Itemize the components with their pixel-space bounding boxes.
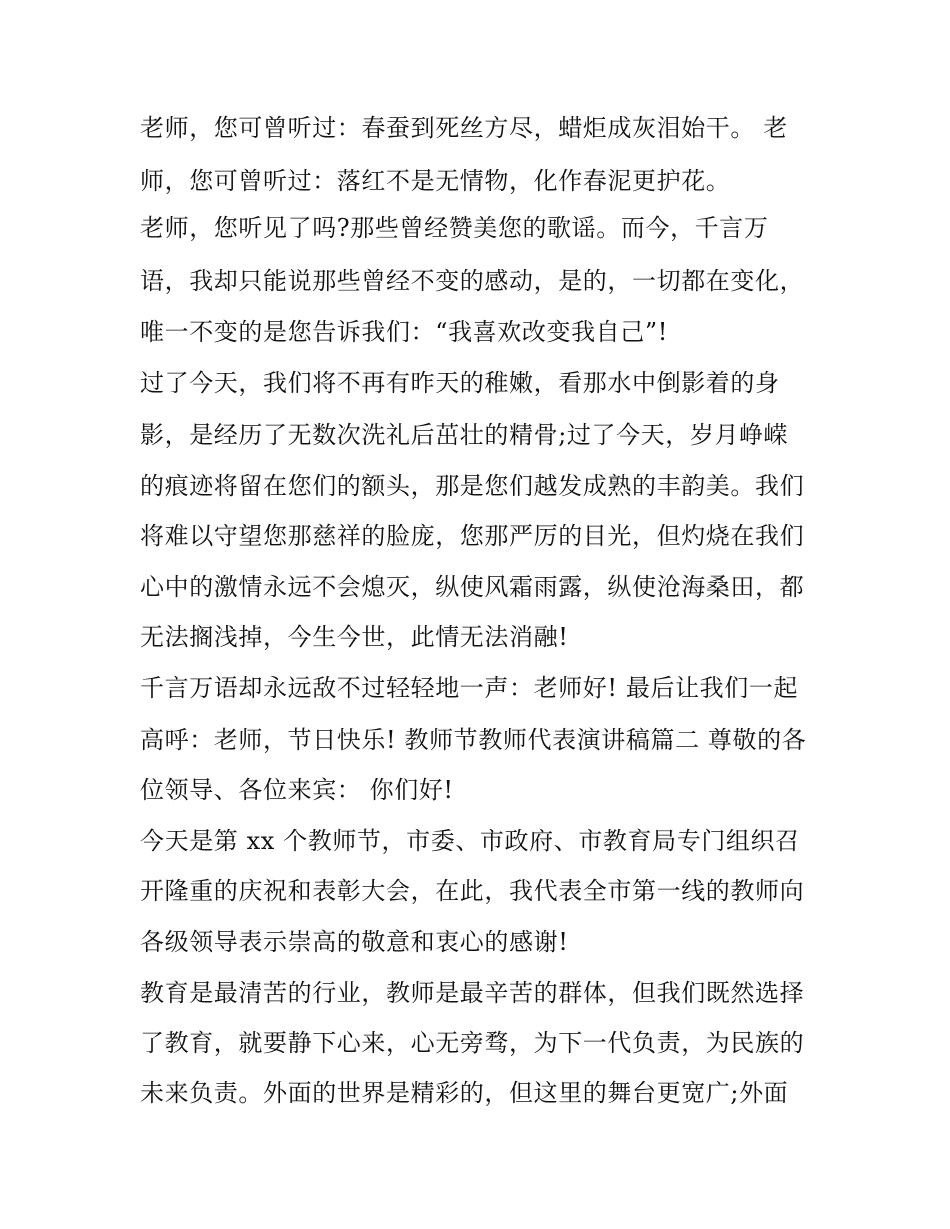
text-line: 心中的激情永远不会熄灭，纵使风霜雨露，纵使沧海桑田，都: [140, 573, 805, 601]
text-line: 了教育，就要静下心来，心无旁骛，为下一代负责，为民族的: [140, 1029, 805, 1057]
text-line: 开隆重的庆祝和表彰大会，在此，我代表全市第一线的教师向: [140, 877, 805, 905]
text-line: 位领导、各位来宾： 你们好!: [140, 776, 454, 804]
text-line: 各级领导表示崇高的敬意和衷心的感谢!: [140, 928, 569, 956]
text-line: 无法搁浅掉，今生今世，此情无法消融!: [140, 623, 569, 651]
text-line: 将难以守望您那慈祥的脸庞，您那严厉的目光，但灼烧在我们: [140, 522, 805, 550]
text-line: 未来负责。外面的世界是精彩的，但这里的舞台更宽广;外面: [140, 1079, 789, 1107]
text-line: 语，我却只能说那些曾经不变的感动，是的，一切都在变化，: [140, 267, 805, 295]
text-line: 师，您可曾听过：落红不是无情物，化作春泥更护花。: [140, 167, 731, 195]
text-line: 教育是最清苦的行业，教师是最辛苦的群体，但我们既然选择: [140, 979, 805, 1007]
text-line: 高呼：老师，节日快乐! 教师节教师代表演讲稿篇二 尊敬的各: [140, 726, 807, 754]
text-line: 老师，您听见了吗?那些曾经赞美您的歌谣。而今，千言万: [140, 214, 769, 242]
text-line: 千言万语却永远敌不过轻轻地一声：老师好! 最后让我们一起: [140, 674, 799, 702]
text-line: 今天是第 xx 个教师节，市委、市政府、市教育局专门组织召: [140, 827, 800, 855]
text-line: 的痕迹将留在您们的额头，那是您们越发成熟的丰韵美。我们: [140, 472, 805, 500]
text-line: 影，是经历了无数次洗礼后茁壮的精骨;过了今天，岁月峥嵘: [140, 421, 789, 449]
text-line: 过了今天，我们将不再有昨天的稚嫩，看那水中倒影着的身: [140, 369, 780, 397]
text-line: 老师，您可曾听过：春蚕到死丝方尽，蜡炬成灰泪始干。 老: [140, 114, 788, 142]
text-line: 唯一不变的是您告诉我们：“我喜欢改变我自己”!: [140, 318, 668, 346]
